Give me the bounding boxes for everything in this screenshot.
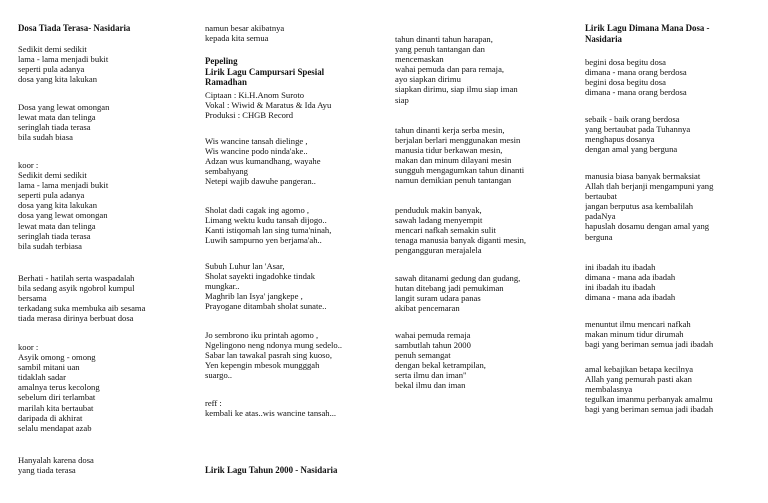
lyric-line: lewat mata dan telinga [18,220,96,231]
lyric-line: dosa yang lewat omongan [18,210,108,221]
lyric-line: koor : [18,342,39,352]
lyric-line: sawah ditanami gedung dan gudang, [395,273,521,283]
lyric-line: hutan ditebang jadi pemukiman [395,283,504,294]
song-title-pepeling [205,56,380,88]
lyric-line: selalu mendapat azab [18,422,92,433]
stanza-chorus [18,160,188,251]
lyric-line: Maghrib lan Isya' jangkepe , [205,291,303,302]
lyric-line: Sholat sayekti ingadohke tindak [205,271,316,282]
lyric-line: bila sedang asyik ngobrol kumpul [18,283,135,294]
lyric-line: mencemaskan [395,54,444,65]
lyric-line: bila sudah terbiasa [18,240,82,251]
stanza [395,205,575,255]
song-title-tahun-2000 [205,465,380,476]
lyric-line: dengan amal yang berguna [585,144,678,155]
stanza [585,364,765,414]
lyrics-column-2 [205,0,380,503]
title-line: Lirik Lagu Tahun 2000 - Nasidaria [205,465,338,475]
lyric-line: berjalan berlari menggunakan mesin [395,135,521,146]
lyric-line: sambil mitani uan [18,362,80,373]
lyric-line: dengan bekal ketrampilan, [395,360,486,371]
lyric-line: yang tiada terasa [18,465,76,476]
lyric-line: Wis wancine tansah dielinge , [205,136,308,146]
lyric-line: Sedikit demi sedikit [18,44,87,54]
credit-line: Vokal : Wiwid & Maratus & Ida Ayu [205,100,332,111]
stanza-chorus [18,342,188,433]
lyric-line: Sabar lan tawakal pasrah sing kuoso, [205,350,332,361]
lyric-line: manusia biasa banyak bermaksiat [585,171,701,181]
lyric-line: ini ibadah itu ibadah [585,262,656,272]
lyric-line: makan dan minum dilayani mesin [395,155,512,166]
lyric-line: lewat mata dan telinga [18,112,96,123]
lyric-line: sungguh mengagumkan tahun dinanti [395,165,525,176]
stanza-continued [205,23,380,43]
lyric-line: makan minum tidur dirumah [585,329,684,340]
lyrics-column-3 [395,0,575,503]
stanza [585,319,765,349]
lyric-line: lama - lama menjadi bukit [18,180,109,191]
lyric-line: membalasnya [585,384,633,395]
lyric-line: penuh semangat [395,350,451,361]
lyric-line: langit suram udara panas [395,293,481,304]
lyric-line: serta ilmu dan iman" [395,370,467,381]
lyric-line: tahun dinanti kerja serba mesin, [395,125,505,135]
lyric-line: dimana - mana ada ibadah [585,272,676,283]
credit-line: Produksi : CHGB Record [205,110,294,121]
stanza [395,330,575,391]
lyric-line: Netepi wajib dawuhe pangeran.. [205,176,316,187]
title-line: Lirik Lagu Dimana Mana Dosa - [585,23,710,33]
stanza [18,102,188,142]
lyric-line: dosa yang kita lakukan [18,200,97,211]
lyric-line: Sedikit demi sedikit [18,170,87,181]
lyric-line: ayo siapkan dirimu [395,74,461,85]
lyric-line: tegulkan imanmu perbanyak amalmu [585,394,713,405]
lyric-line: dimana - mana ada ibadah [585,292,676,303]
title-line: Nasidaria [585,33,622,44]
lyric-line: Yen kepengin mbesok mungggah [205,360,320,371]
stanza [18,455,188,475]
lyric-line: menghapus dosanya [585,134,655,145]
stanza [585,57,765,97]
lyric-line: Asyik omong - omong [18,352,96,363]
lyric-line: Hanyalah karena dosa [18,455,94,465]
stanza [18,44,188,84]
lyric-line: ini ibadah itu ibadah [585,282,656,293]
lyric-line: Prayogane ditambah sholat sunate.. [205,301,327,312]
lyric-line: bersama [18,293,47,304]
title-line: Pepeling [205,56,238,66]
lyric-line: koor : [18,160,39,170]
lyric-line: siap [395,94,409,105]
lyric-line: kembali ke atas..wis wancine tansah... [205,408,337,419]
stanza [205,136,380,186]
stanza [205,205,380,245]
lyric-line: begini dosa begitu dosa [585,77,666,88]
lyric-line: jangan berputus asa kembalilah [585,201,694,212]
lyric-line: sembahyang [205,166,248,177]
stanza [395,125,575,186]
lyric-line: Dosa yang lewat omongan [18,102,110,112]
lyric-line: sebaik - baik orang berdosa [585,114,680,124]
lyric-line: bila sudah biasa [18,132,73,143]
lyric-line: menuntut ilmu mencari nafkah [585,319,691,329]
lyric-line: yang bertaubat pada Tuhannya [585,124,691,135]
lyric-line: dimana - mana orang berdosa [585,87,687,98]
stanza [205,261,380,311]
lyric-line: Sholat dadi cagak ing agomo , [205,205,310,215]
stanza-reff [205,398,380,418]
lyric-line: amal kebajikan betapa kecilnya [585,364,694,374]
lyric-line: Kanti istiqomah lan sing tuma'ninah, [205,225,332,236]
lyric-line: Subuh Luhur lan 'Asar, [205,261,285,271]
lyric-line: Ngelingono neng ndonya mung sedelo.. [205,340,343,351]
lyric-line: seperti pula adanya [18,64,85,75]
title-line: Ramadhan [205,77,247,88]
lyric-line: berguna [585,231,613,242]
lyric-line: Allah tlah berjanji mengampuni yang [585,181,714,192]
lyric-line: tahun dinanti tahun harapan, [395,34,493,44]
lyric-line: terkadang suka membuka aib sesama [18,303,146,314]
lyric-line: seperti pula adanya [18,190,85,201]
stanza [395,34,575,105]
lyric-line: bekal ilmu dan iman [395,380,466,391]
lyric-line: mungkar.. [205,281,240,292]
lyric-line: dimana - mana orang berdosa [585,67,687,78]
lyric-line: bagi yang beriman semua jadi ibadah [585,339,714,350]
lyric-line: padaNya [585,211,616,222]
stanza [18,273,188,323]
lyric-line: marilah kita bertaubat [18,402,94,413]
credit-line: Ciptaan : Ki.H.Anom Suroto [205,90,305,100]
lyric-line: namun demikian penuh tantangan [395,175,512,186]
stanza [585,262,765,302]
lyric-line: wahai pemuda dan para remaja, [395,64,505,75]
lyric-line: mencari nafkah semakin sulit [395,225,496,236]
lyric-line: dosa yang kita lakukan [18,74,97,85]
lyric-line: hapuslah dosamu dengan amal yang [585,221,710,232]
lyric-line: tidaklah sadar [18,372,66,383]
lyric-line: manusia tidur berkawan mesin, [395,145,503,156]
lyric-line: Berhati - hatilah serta waspadalah [18,273,135,283]
lyrics-column-4 [585,0,765,503]
lyric-line: Adzan wus kumandhang, wayahe [205,156,321,167]
lyric-line: bertaubat [585,191,617,202]
lyric-line: kepada kita semua [205,33,269,44]
lyric-line: Wis wancine podo ninda'ake.. [205,146,308,157]
lyric-line: lama - lama menjadi bukit [18,54,109,65]
lyric-line: reff : [205,398,222,408]
lyrics-column-1 [18,0,188,503]
title-line: Dosa Tiada Terasa- Nasidaria [18,23,131,33]
lyric-line: tiada merasa dirinya berbuat dosa [18,313,134,324]
lyric-line: akibat pencemaran [395,303,460,314]
lyric-line: wahai pemuda remaja [395,330,471,340]
lyric-line: daripada di akhirat [18,412,83,423]
lyric-line: sawah ladang menyempit [395,215,483,226]
lyric-line: Jo sembrono iku printah agomo , [205,330,319,340]
title-line: Lirik Lagu Campursari Spesial [205,66,325,77]
lyric-line: seringlah tiada terasa [18,230,91,241]
lyric-line: Luwih sampurno yen berjama'ah.. [205,235,322,246]
lyric-line: amalnya terus kecolong [18,382,100,393]
lyric-line: seringlah tiada terasa [18,122,91,133]
stanza [585,114,765,154]
lyric-line: Allah yang pemurah pasti akan [585,374,692,385]
lyric-line: sebelum diri terlambat [18,392,96,403]
stanza [395,273,575,313]
lyric-line: tenaga manusia banyak diganti mesin, [395,235,527,246]
lyric-line: sambutlah tahun 2000 [395,340,471,351]
stanza [205,330,380,380]
lyric-line: Limang wektu kudu tansah dijogo.. [205,215,327,226]
song-title-dimana-mana-dosa [585,23,765,44]
lyric-line: pengangguran merajalela [395,245,482,256]
lyric-line: penduduk makin banyak, [395,205,482,215]
song-credits [205,90,380,120]
lyric-line: suargo.. [205,370,233,381]
lyric-line: namun besar akibatnya [205,23,285,33]
stanza [585,171,765,242]
lyric-line: yang penuh tantangan dan [395,44,485,55]
lyric-line: bagi yang beriman semua jadi ibadah [585,404,714,415]
lyric-line: begini dosa begitu dosa [585,57,666,67]
song-title-dosa-tiada-terasa [18,23,188,34]
lyric-line: siapkan dirimu, siap ilmu siap iman [395,84,518,95]
